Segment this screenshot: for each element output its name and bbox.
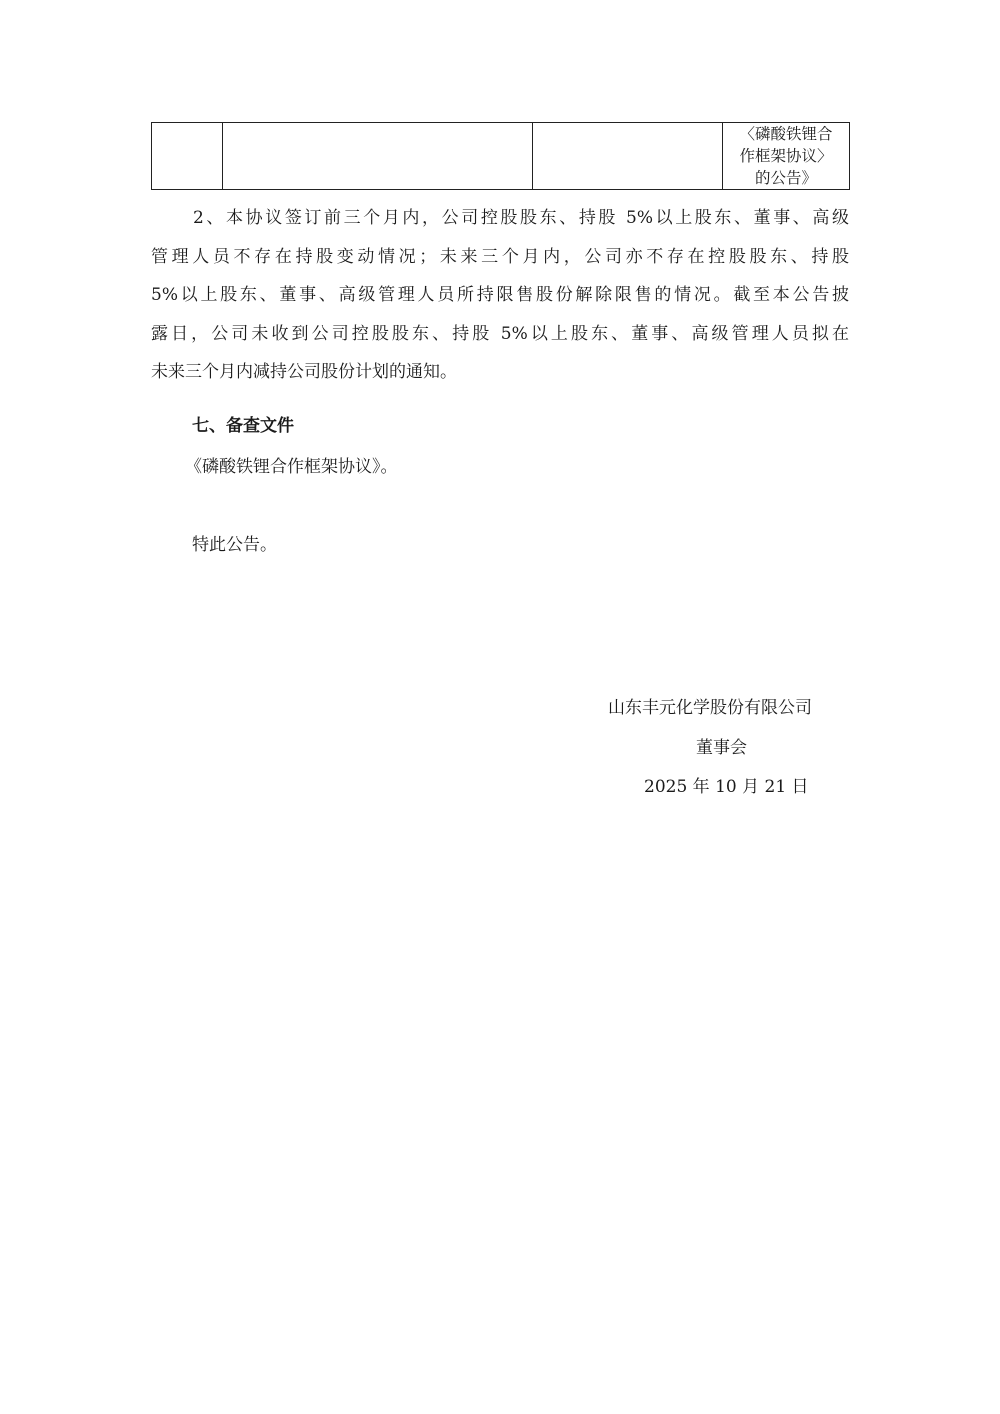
paragraph-2: [151, 199, 849, 392]
table-cell-announcement: [723, 123, 850, 190]
cell-text-line: 〈磷酸铁锂合: [739, 125, 833, 143]
reference-document: 《磷酸铁锂合作框架协议》。: [185, 457, 398, 477]
paragraph-line: 2、本协议签订前三个月内，公司控股股东、持股 5%以上股东、董事、高级: [193, 208, 849, 228]
table-cell-empty: [533, 123, 723, 190]
cell-text-line: 的公告》: [754, 169, 817, 187]
table-cell-empty: [152, 123, 223, 190]
signature-date: 2025 年 10 月 21 日: [644, 777, 809, 797]
section-heading: 七、备查文件: [192, 416, 294, 436]
table-fragment: [151, 122, 850, 190]
paragraph-line: 未来三个月内减持公司股份计划的通知。: [151, 362, 457, 382]
closing-text: 特此公告。: [192, 535, 277, 555]
paragraph-line: 露日，公司未收到公司控股股东、持股 5%以上股东、董事、高级管理人员拟在: [151, 323, 849, 344]
table-row: [152, 123, 850, 190]
paragraph-line: 5%以上股东、董事、高级管理人员所持限售股份解除限售的情况。截至本公告披: [151, 285, 849, 305]
table-cell-empty: [223, 123, 533, 190]
signature-company: 山东丰元化学股份有限公司: [608, 698, 812, 718]
paragraph-line: 管理人员不存在持股变动情况；未来三个月内，公司亦不存在控股股东、持股: [151, 246, 849, 267]
signature-board: 董事会: [696, 738, 747, 758]
cell-text-line: 作框架协议〉: [739, 147, 833, 165]
